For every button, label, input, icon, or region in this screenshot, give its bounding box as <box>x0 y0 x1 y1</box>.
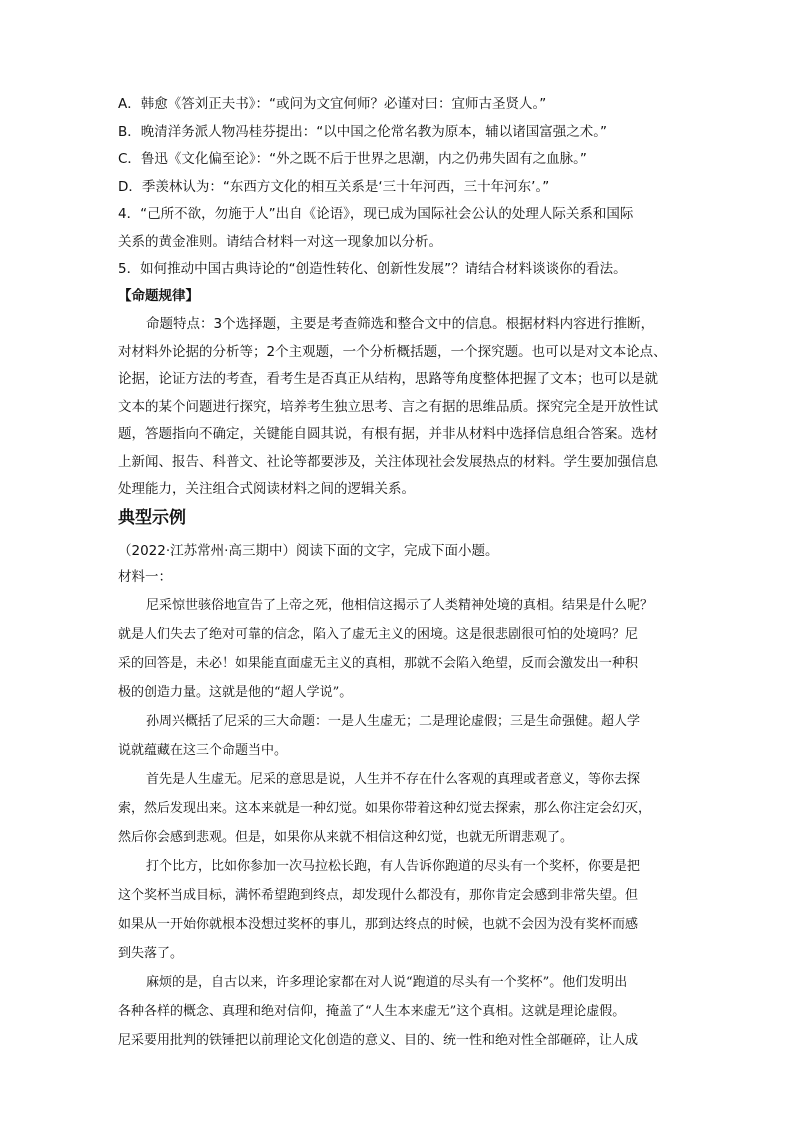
rule-line: 上新闻、报告、科普文、社论等都要涉及，关注体现社会发展热点的材料。学生要加强信息 <box>118 454 658 470</box>
rule-line: 命题特点：3个选择题，主要是考查筛选和整合文中的信息。根据材料内容进行推断， <box>146 316 655 332</box>
passage-line: 各种各样的概念、真理和绝对信仰，掩盖了“人生本来虚无”这个真相。这就是理论虚假。 <box>118 1004 626 1019</box>
passage-line: 然后你会感到悲观。但是，如果你从来就不相信这种幻觉，也就无所谓悲观了。 <box>118 830 574 845</box>
rule-line: 对材料外论据的分析等；2个主观题，一个分析概括题，一个探究题。也可以是对文本论点、 <box>118 344 667 360</box>
question-5: 5．如何推动中国古典诗论的“创造性转化、创新性发展”？请结合材料谈谈你的看法。 <box>118 261 627 277</box>
passage-line: 孙周兴概括了尼采的三大命题：一是人生虚无；二是理论虚假；三是生命强健。超人学 <box>146 714 641 729</box>
passage-line: 麻烦的是，自古以来，许多理论家都在对人说“跑道的尽头有一个奖杯”。他们发明出 <box>146 975 628 990</box>
passage-line: 极的创造力量。这就是他的“超人学说”。 <box>118 685 353 700</box>
rule-title: 【命题规律】 <box>118 288 199 304</box>
passage-line: 这个奖杯当成目标，满怀希望跑到终点，却发现什么都没有，那你肯定会感到非常失望。但 <box>118 888 639 903</box>
passage-line: 就是人们失去了绝对可靠的信念，陷入了虚无主义的困境。这是很悲剧很可怕的处境吗？尼 <box>118 627 639 642</box>
passage-line: 索，然后发现出来。这本来就是一种幻觉。如果你带着这种幻觉去探索，那么你注定会幻灭， <box>118 801 652 816</box>
option-d: D．季羡林认为：“东西方文化的相互关系是‘三十年河西，三十年河东’。” <box>118 179 550 195</box>
passage-line: 如果从一开始你就根本没想过奖杯的事儿，那到达终点的时候，也就不会因为没有奖杯而感 <box>118 917 639 932</box>
passage-line: 尼采要用批判的铁锤把以前理论文化创造的意义、目的、统一性和绝对性全部砸碎，让人成 <box>118 1033 639 1048</box>
option-a: A．韩愈《答刘正夫书》：“或问为文宜何师？必谨对曰：宜师古圣贤人。” <box>118 96 547 112</box>
passage-line: 说就蕴藏在这三个命题当中。 <box>118 743 288 758</box>
rule-line: 文本的某个问题进行探究，培养考生独立思考、言之有据的思维品质。探究完全是开放性试 <box>118 399 658 415</box>
material-label: 材料一： <box>118 569 172 585</box>
question-4-line-2: 关系的黄金准则。请结合材料一对这一现象加以分析。 <box>118 234 442 250</box>
passage-line: 首先是人生虚无。尼采的意思是说，人生并不存在什么客观的真理或者意义，等你去探 <box>146 772 641 787</box>
source-line: （2022·江苏常州·高三期中）阅读下面的文字，完成下面小题。 <box>118 543 499 559</box>
option-b: B．晚清洋务派人物冯桂芬提出：“以中国之伦常名教为原本，辅以诸国富强之术。” <box>118 124 607 140</box>
rule-line: 处理能力，关注组合式阅读材料之间的逻辑关系。 <box>118 481 415 497</box>
passage-line: 打个比方，比如你参加一次马拉松长跑，有人告诉你跑道的尽头有一个奖杯，你要是把 <box>146 859 641 874</box>
option-c: C．鲁迅《文化偏至论》：“外之既不后于世界之思潮，内之仍弗失固有之血脉。” <box>118 151 587 167</box>
section-title: 典型示例 <box>118 508 186 528</box>
passage-line: 采的回答是，未必！如果能直面虚无主义的真相，那就不会陷入绝望，反而会激发出一种积 <box>118 656 639 671</box>
question-4-line-1: 4．“己所不欲，勿施于人”出自《论语》，现已成为国际社会公认的处理人际关系和国际 <box>118 206 634 222</box>
passage-line: 尼采惊世骇俗地宣告了上帝之死，他相信这揭示了人类精神处境的真相。结果是什么呢？ <box>146 598 654 613</box>
rule-line: 题，答题指向不确定，关键能自圆其说，有根有据，并非从材料中选择信息组合答案。选材 <box>118 426 658 442</box>
passage-line: 到失落了。 <box>118 946 184 961</box>
rule-line: 论据，论证方法的考查，看考生是否真正从结构，思路等角度整体把握了文本；也可以是就 <box>118 371 658 387</box>
